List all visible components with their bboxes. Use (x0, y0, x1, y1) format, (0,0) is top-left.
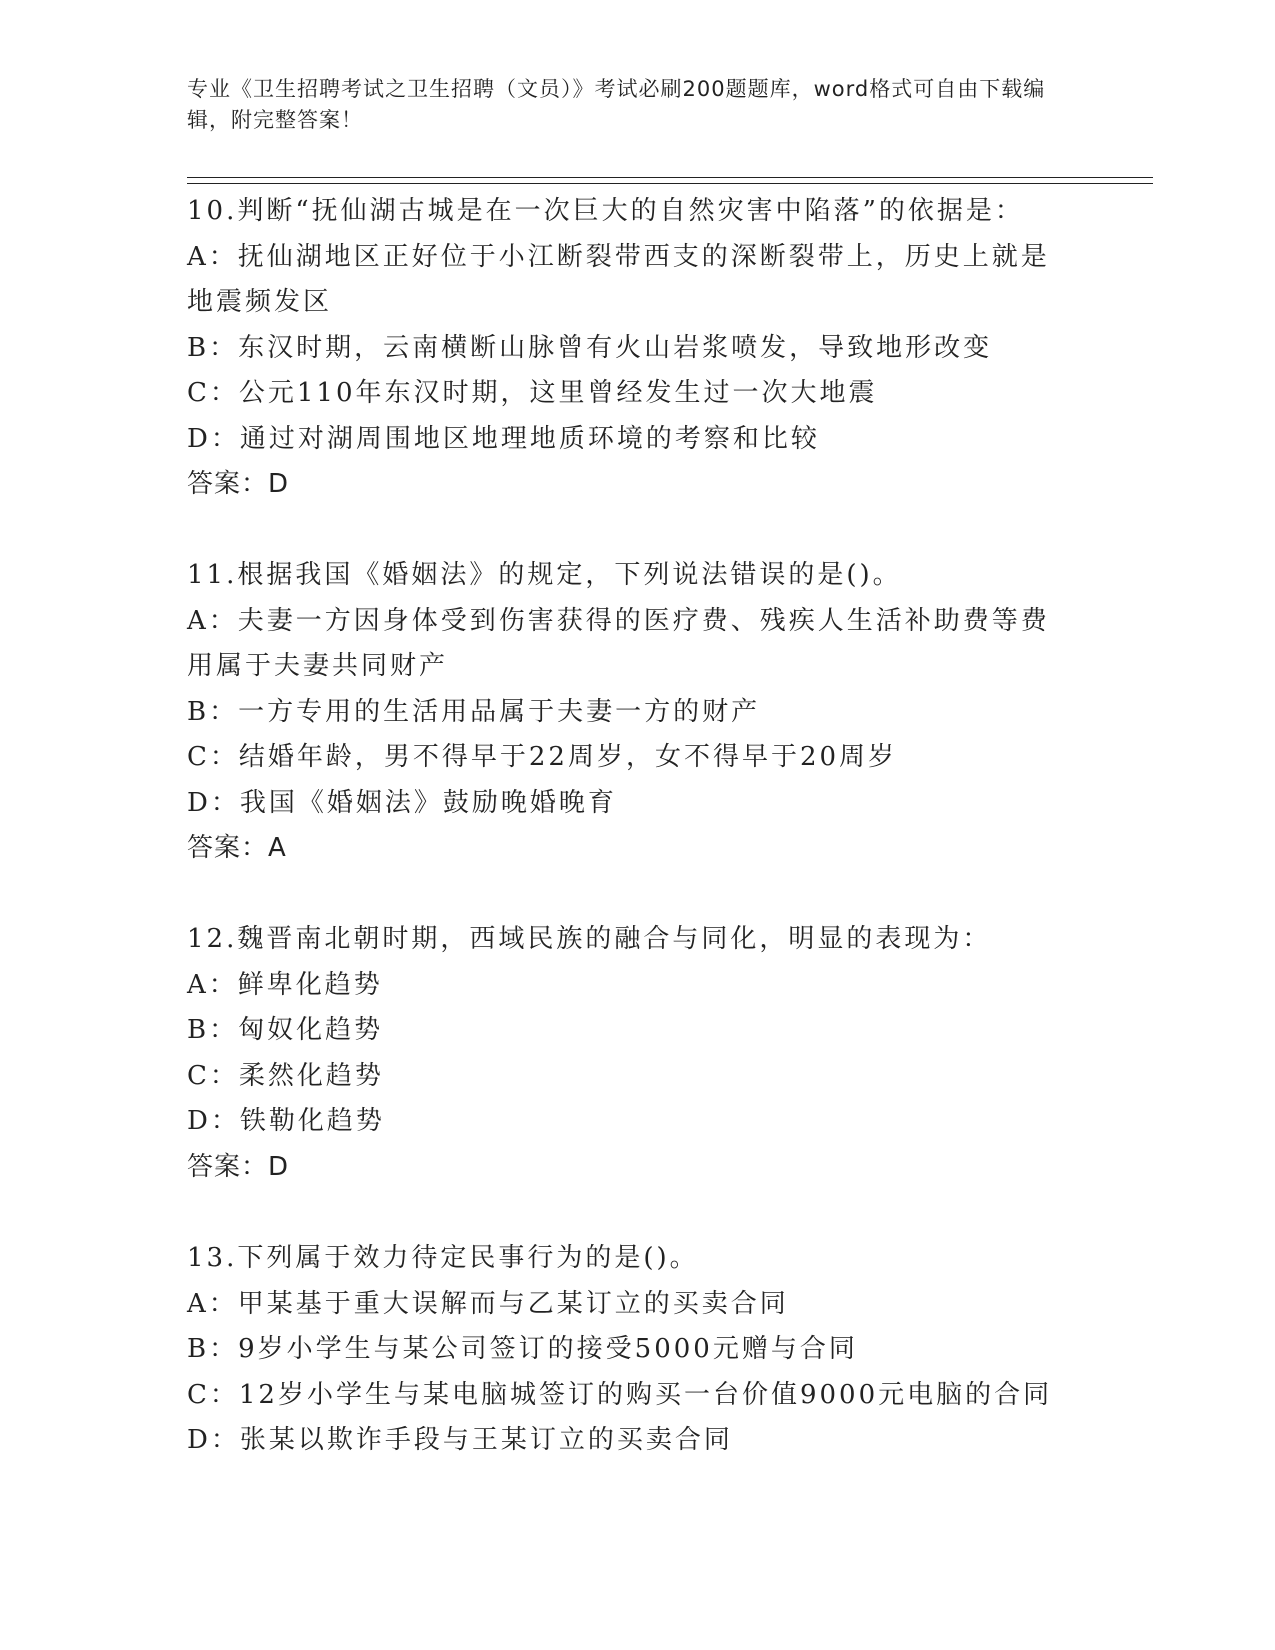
option-c: C：公元110年东汉时期，这里曾经发生过一次大地震 (187, 378, 878, 408)
option-b: B：东汉时期，云南横断山脉曾有火山岩浆喷发，导致地形改变 (187, 332, 993, 363)
option-b: B：一方专用的生活用品属于夫妻一方的财产 (187, 696, 761, 727)
header-divider-bottom (187, 183, 1153, 184)
option-d: D：我国《婚姻法》鼓励晚婚晚育 (187, 787, 617, 818)
option-a: A：抚仙湖地区正好位于小江断裂带西支的深断裂带上，历史上就是地震频发区 (187, 241, 1050, 317)
option-a: A：甲某基于重大误解而与乙某订立的买卖合同 (187, 1288, 789, 1319)
answer-label: 答案：D (187, 1151, 290, 1182)
question-block-11 (187, 553, 1087, 872)
question-stem: 11.根据我国《婚姻法》的规定，下列说法错误的是()。 (187, 560, 902, 590)
document-header: 专业《卫生招聘考试之卫生招聘（文员）》考试必刷200题题库，word格式可自由下载编辑，附完整答案！ (187, 77, 1046, 132)
question-block-10 (187, 189, 1087, 508)
option-a: A：鲜卑化趋势 (187, 969, 383, 1000)
option-b: B：匈奴化趋势 (187, 1015, 384, 1045)
question-stem: 10.判断“抚仙湖古城是在一次巨大的自然灾害中陷落”的依据是： (187, 196, 1024, 226)
option-a: A：夫妻一方因身体受到伤害获得的医疗费、残疾人生活补助费等费用属于夫妻共同财产 (187, 605, 1050, 681)
question-stem: 12.魏晋南北朝时期，西域民族的融合与同化，明显的表现为： (187, 924, 992, 954)
option-c: C：12岁小学生与某电脑城签订的购买一台价值9000元电脑的合同 (187, 1379, 1053, 1410)
answer-label: 答案：A (187, 833, 287, 863)
header-divider-top (187, 177, 1153, 178)
option-c: C：柔然化趋势 (187, 1060, 384, 1091)
option-d: D：铁勒化趋势 (187, 1106, 385, 1136)
option-d: D：张某以欺诈手段与王某订立的买卖合同 (187, 1425, 733, 1455)
option-c: C：结婚年龄，男不得早于22周岁，女不得早于20周岁 (187, 742, 898, 772)
question-block-12 (187, 917, 1087, 1190)
question-block-13 (187, 1236, 1087, 1464)
answer-label: 答案：D (187, 469, 290, 499)
question-stem: 13.下列属于效力待定民事行为的是()。 (187, 1243, 699, 1273)
option-d: D：通过对湖周围地区地理地质环境的考察和比较 (187, 423, 820, 454)
option-b: B：9岁小学生与某公司签订的接受5000元赠与合同 (187, 1334, 858, 1364)
